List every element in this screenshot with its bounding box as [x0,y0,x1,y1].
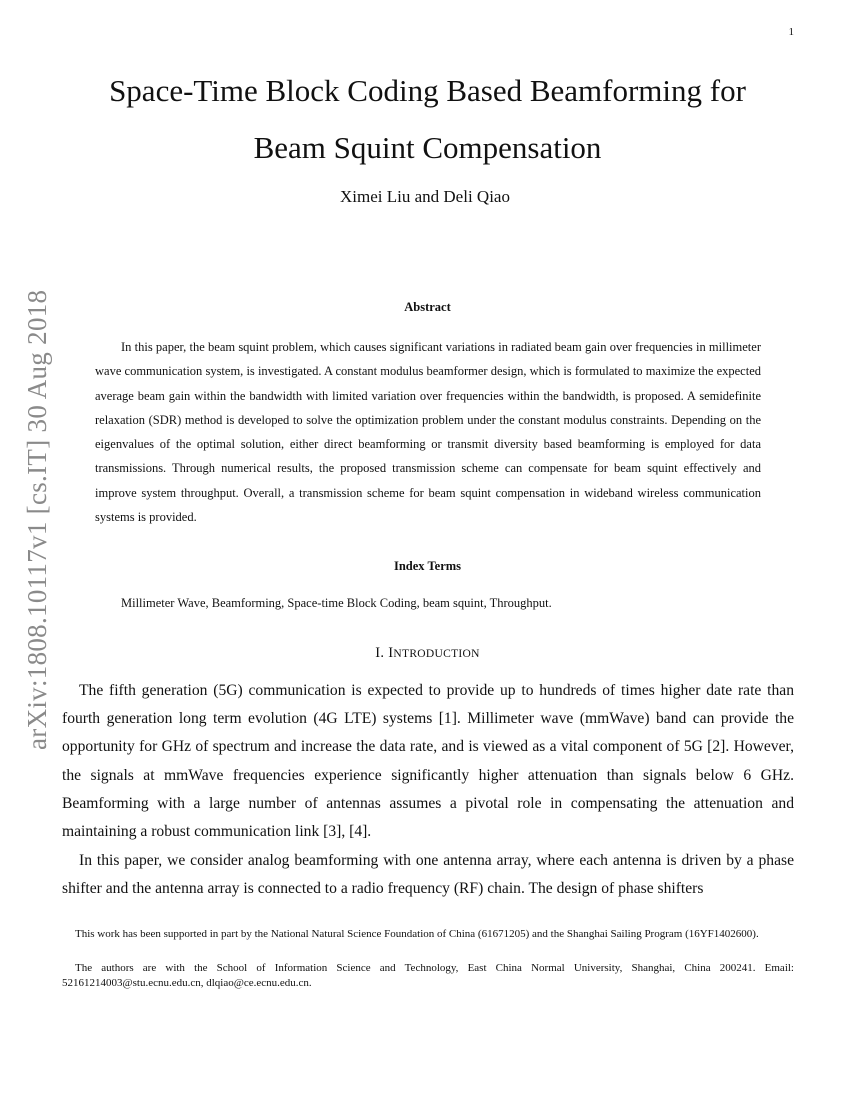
abstract-text: In this paper, the beam squint problem, which causes significant variations in radiated beam gain over frequencies in millimeter wave communication system, is investigated. A constant modulus beamformer design, which is formulated to maximize the expected average beam gain within the bandwidth with limited variation over frequencies within the bandwidth, is proposed. A semidefinite relaxation (SDR) method is developed to solve the optimization problem under the constant modulus constraints. Depending on the eigenvalues of the optimal solution, either direct beamforming or transmit diversity based beamforming is employed for data transmissions. Through numerical results, the proposed transmission scheme can compensate for beam squint effectively and improve system throughput. Overall, a transmission scheme for beam squint compensation in wideband wireless communication systems is provided. [95,340,761,525]
introduction-heading [0,645,850,662]
footnote-affiliation: The authors are with the School of Information Science and Technology, East China Normal University, Shanghai, China 200241. Email: 52161214003@stu.ecnu.edu.cn, dlqiao@ce.ecnu.edu.cn. [62,962,794,989]
section-title-rest: NTRODUCTION [393,648,480,660]
author-list: Ximei Liu and Deli Qiao [340,187,510,206]
abstract-heading: Abstract [404,300,451,314]
arxiv-identifier-stamp[interactable]: arXiv:1808.10117v1 [cs.IT] 30 Aug 2018 [22,289,52,750]
paper-title-line-2: Beam Squint Compensation [253,130,602,165]
introduction-paragraph-2: In this paper, we consider analog beamforming with one antenna array, where each antenna is driven by a phase shifter and the antenna array is connected to a radio frequency (RF) chain. The design of phase shifters [62,852,794,898]
paper-title [60,62,795,176]
paper-title-line-1: Space-Time Block Coding Based Beamforming for [109,73,746,108]
index-terms-heading: Index Terms [393,559,462,573]
index-terms-text: Millimeter Wave, Beamforming, Space-time Block Coding, beam squint, Throughput. [121,596,552,610]
page-number: 1 [788,26,794,38]
introduction-paragraph-1: The fifth generation (5G) communication is expected to provide up to hundreds of times higher date rate than fourth generation long term evolution (4G LTE) systems [1]. Millimeter wave (mmWave) band can provide the opportunity for GHz of spectrum and increase the data rate, and is viewed as a vital component of 5G [2]. However, the signals at mmWave frequencies experience significantly higher attenuation than signals below 6 GHz. Beamforming with a large number of antennas assumes a pivotal role in compensating the attenuation and maintaining a robust communication link [3], [4]. [62,682,794,841]
footnote-funding: This work has been supported in part by the National Natural Science Foundation of China (61671205) and the Shanghai Sailing Program (16YF1402600). [75,928,759,940]
section-title-initial: I [388,645,394,661]
section-number: I. [375,645,385,661]
